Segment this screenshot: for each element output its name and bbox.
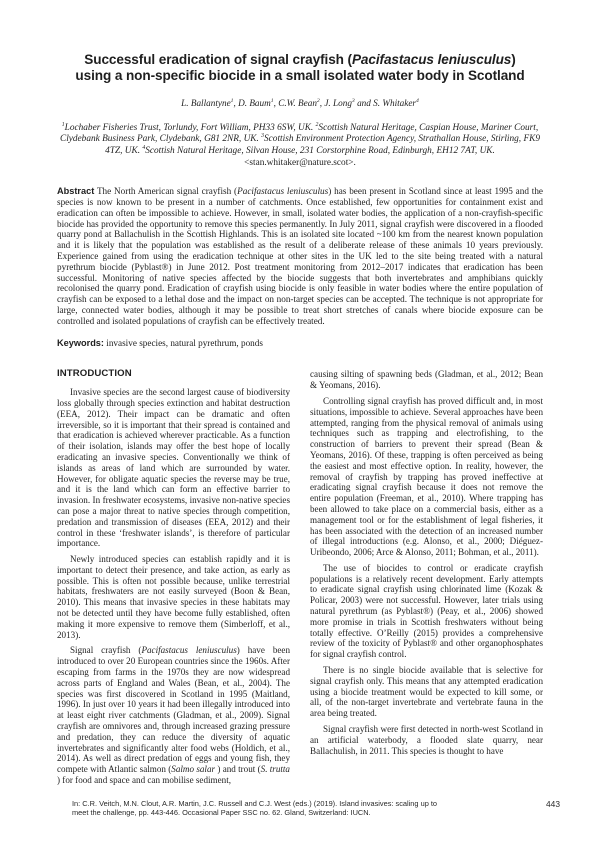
body-paragraph: causing silting of spawning beds (Gladman, et al., 2012; Bean & Yeomans, 2016).: [310, 369, 543, 391]
body-paragraph: Controlling signal crayfish has proved difficult and, in most situations, impossible to achieve. Several approaches have been attempted, ranging from the physical removal of animals using techniques such as trapping and electrofishing, to the construction of barriers to prevent their spread (Bean & Yeomans, 2016). Of these, trapping is often perceived as being the easiest and most effective option. In reality, however, the removal of crayfish by trapping has proved ineffective at eradicating signal crayfish because it does not remove the entire population (Freeman, et al., 2010). Where trapping has been allowed to take place on a commercial basis, either as a management tool or for the establishment of legal fisheries, it has been associated with the detection of an increased number of illegal introductions (e.g. Alonso, et al., 2000; Diéguez-Uribeondo, 2006; Arce & Alonso, 2011; Bohman, et al., 2011).: [310, 395, 543, 558]
body-paragraph: Newly introduced species can establish rapidly and it is important to detect their presence, and take action, as early as possible. This is often not possible because, unlike terrestrial habitats, freshwaters are not easily surveyed (Boon & Bean, 2010). This means that invasive species in these habitats may not be detected until they have become fully established, often making it more expensive to remove them (Simberloff, et al., 2013).: [57, 554, 290, 640]
authors-line: L. Ballantyne$^1$, D. Baum$^1$, C.W. Bean$^2$, J. Long$^3$ and S. Whitaker$^4$: [181, 97, 419, 108]
body-paragraph: Signal crayfish were first detected in north-west Scotland in an artificial waterbody, a flooded slate quarry, near Ballachulish, in 2011. This species is thought to have: [310, 724, 543, 756]
body-paragraph: Signal crayfish (Pacifastacus leniusculus) have been introduced to over 20 European countries since the 1960s. After escaping from farms in the 1970s they are now widespread across parts of England and Wales (Bean, et al., 2004). The species was first discovered in Scotland in 1995 (Maitland, 1996). In just over 10 years it had been illegally introduced into at least eight river catchments (Gladman, et al., 2009). Signal crayfish are omnivores and, through increased grazing pressure and predation, they can reduce the diversity of aquatic invertebrates and significantly alter food webs (Holdich, et al., 2014). As well as direct predation of eggs and young fish, they compete with Atlantic salmon (Salmo salar ) and trout (S. trutta ) for food and space and can mobilise sediment,: [57, 645, 290, 786]
body-paragraph: There is no single biocide available that is selective for signal crayfish only. This means that any attempted eradication using a biocide treatment would be expected to kill some, or all, of the non-target invertebrate and vertebrate fauna in the area being treated.: [310, 665, 543, 719]
paper-title-line-1: Successful eradication of signal crayfish (Pacifastacus leniusculus): [84, 52, 516, 67]
paper-title-line-2: using a non-specific biocide in a small isolated water body in Scotland: [75, 68, 525, 84]
page-number: 443: [546, 799, 560, 809]
left-column: [57, 369, 290, 790]
abstract-paragraph: Abstract The North American signal crayfish (Pacifastacus leniusculus) has been present in Scotland since at least 1995 and the species is now known to be present in a number of catchments. Once established, few opportunities for containment exist and eradication can often be impossible to achieve. However, in small, isolated water bodies, the application of a non-crayfish-specific biocide has provided the opportunity to remove this species permanently. In July 2011, signal crayfish were discovered in a flooded quarry pond at Ballachulish in the Scottish Highlands. This is an isolated site located ~100 km from the nearest known population and it is likely that the population was established as the result of a deliberate release of these animals 10 years previously. Experience gained from using the eradication technique at other sites in the UK led to the site being treated with a natural pyrethrum biocide (Pyblast®) in June 2012. Post treatment monitoring from 2012–2017 indicates that eradication has been successful. Monitoring of native species affected by the biocide suggests that both invertebrates and amphibians quickly recolonised the quarry pond. Eradication of crayfish using biocide is only feasible in water bodies where the entire population of crayfish can be exposed to a lethal dose and the impact on non-target species can be accepted. The technique is not appropriate for large, connected water bodies, although it may be possible to treat short stretches of canals where biocide exposure can be controlled and isolated populations of crayfish can be effectively treated.: [57, 186, 544, 326]
section-heading-introduction: INTRODUCTION: [57, 368, 132, 380]
footer-citation: In: C.R. Veitch, M.N. Clout, A.R. Martin, J.C. Russell and C.J. West (eds.) (2019). Island invasives: scaling up to meet the challenge, pp. 443-446. Occasional Paper SSC no. 62. Gland, Switzerland: IUCN.: [72, 799, 438, 817]
two-column-body: [57, 369, 543, 790]
affiliations: $^1$Lochaber Fisheries Trust, Torlundy, Fort William, PH33 6SW, UK. $^2$Scottish Natural Heritage, Caspian House, Mariner Court, Clydebank Business Park, Clydebank, G81 2NR, UK. $^3$Scottish Environment Protection Agency, Strathallan House, Stirling, FK9 4TZ, UK. $^4$Scottish Natural Heritage, Silvan House, 231 Corstorphine Road, Edinburgh, EH12 7AT, UK. <stan.whitaker@nature.scot>.: [60, 121, 540, 168]
page-footer: [72, 799, 560, 817]
right-column: [310, 369, 543, 790]
body-paragraph: The use of biocides to control or eradicate crayfish populations is a relatively recent development. Early attempts to eradicate signal crayfish using chlorinated lime (Kozak & Policar, 2003) were not successful. However, later trials using natural pyrethrum (as Pyblast®) (Peay, et al., 2006) showed more promise in trials in Scottish freshwaters without being totally effective. O’Reilly (2015) provides a comprehensive review of the toxicity of Pyblast® and other organophosphates for signal crayfish control.: [310, 562, 543, 660]
keywords-line: Keywords: invasive species, natural pyrethrum, ponds: [57, 337, 263, 348]
body-paragraph: Invasive species are the second largest cause of biodiversity loss globally through species extinction and habitat destruction (EEA, 2012). Their impact can be dramatic and often irreversible, so it is important that their spread is contained and that eradication is achieved wherever practicable. As a function of their isolation, islands may offer the best hope of locally eradicating an invasive species. Conventionally we think of islands as areas of land which are surrounded by water. However, for obligate aquatic species the reverse may be true, and it is the land which can form an effective barrier to invasion. In freshwater ecosystems, invasive non-native species can pose a major threat to native species through competition, predation and transmission of diseases (EEA, 2012) and their control in these ‘freshwater islands’, is therefore of particular importance.: [57, 387, 290, 549]
paper-title: [57, 52, 543, 85]
